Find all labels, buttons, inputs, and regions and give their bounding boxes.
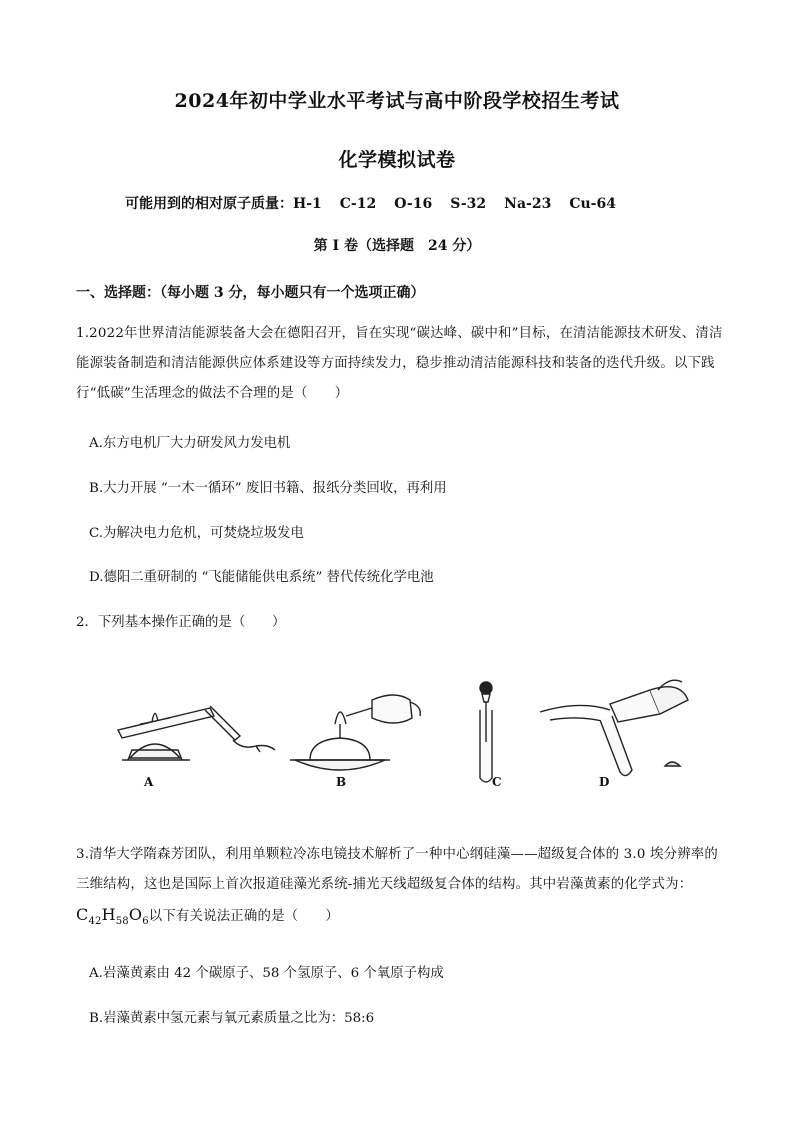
figure-a-heating-test-tube [118, 706, 275, 760]
atomic-mass-line [125, 193, 634, 213]
figure-label-c: C [492, 775, 502, 789]
question-3-stem-tail: 以下有关说法正确的是（ ） [148, 909, 340, 924]
atomic-mass-s: S-32 [450, 196, 487, 212]
question-3-stem [76, 840, 724, 937]
atomic-mass-label: 可能用到的相对原子质量： [125, 196, 293, 212]
question-3-option-a: A.岩藻黄素由 42 个碳原子、58 个氢原子、6 个氧原子构成 [89, 966, 444, 981]
figure-label-d: D [599, 775, 610, 789]
exam-title: 2024年初中学业水平考试与高中阶段学校招生考试 [174, 90, 620, 112]
question-1-stem: 1.2022年世界清洁能源装备大会在德阳召开，旨在实现“碳达峰、碳中和”目标，在清洁能源技术研发、清洁能源装备制造和清洁能源供应体系建设等方面持续发力，稳步推动清洁能源科技和装备的迭代升级。以下践行“低碳”生活理念的做法不合理的是（ ） [76, 326, 723, 401]
atomic-mass-o: O-16 [394, 196, 433, 212]
question-3-option-b: B.岩藻黄素中氢元素与氧元素质量之比为：58:6 [89, 1011, 375, 1026]
exam-subtitle: 化学模拟试卷 [338, 149, 456, 171]
section-heading: 一、选择题：（每小题 3 分，每小题只有一个选项正确） [76, 285, 425, 301]
question-1-option-a: A.东方电机厂大力研发风力发电机 [89, 436, 291, 451]
figure-label-a: A [144, 775, 154, 789]
question-2-stem: 2．下列基本操作正确的是（ ） [76, 615, 286, 630]
question-3-stem-text: 3.清华大学隋森芳团队，利用单颗粒冷冻电镜技术解析了一种中心纲硅藻——超级复合体的 3.0 埃分辨率的三维结构，这也是国际上首次报道硅藻光系统-捕光天线超级复合体的结构。其中岩藻黄素的化学式为： [76, 847, 718, 892]
atomic-mass-cu: Cu-64 [569, 196, 616, 212]
atomic-mass-h: H-1 [293, 196, 322, 212]
part-heading: 第 I 卷（选择题 24 分） [313, 238, 481, 254]
figure-d-pouring [540, 680, 688, 775]
atomic-mass-c: C-12 [339, 196, 377, 212]
figure-b-lighting-lamp [290, 695, 420, 770]
figure-label-b: B [336, 775, 347, 789]
question-1-option-d: D.德阳二重研制的 “飞能储能供电系统” 替代传统化学电池 [89, 570, 434, 585]
question-1-option-b: B.大力开展 “一木一循环” 废旧书籍、报纸分类回收，再利用 [89, 481, 447, 496]
atomic-mass-na: Na-23 [504, 196, 552, 212]
lab-operations-figure [110, 660, 690, 792]
figure-c-dropper [480, 682, 492, 782]
question-1-option-c: C.为解决电力危机，可焚烧垃圾发电 [89, 526, 304, 541]
fucoxanthin-formula: $C_{42}H_{58}O_6$ [76, 905, 149, 928]
